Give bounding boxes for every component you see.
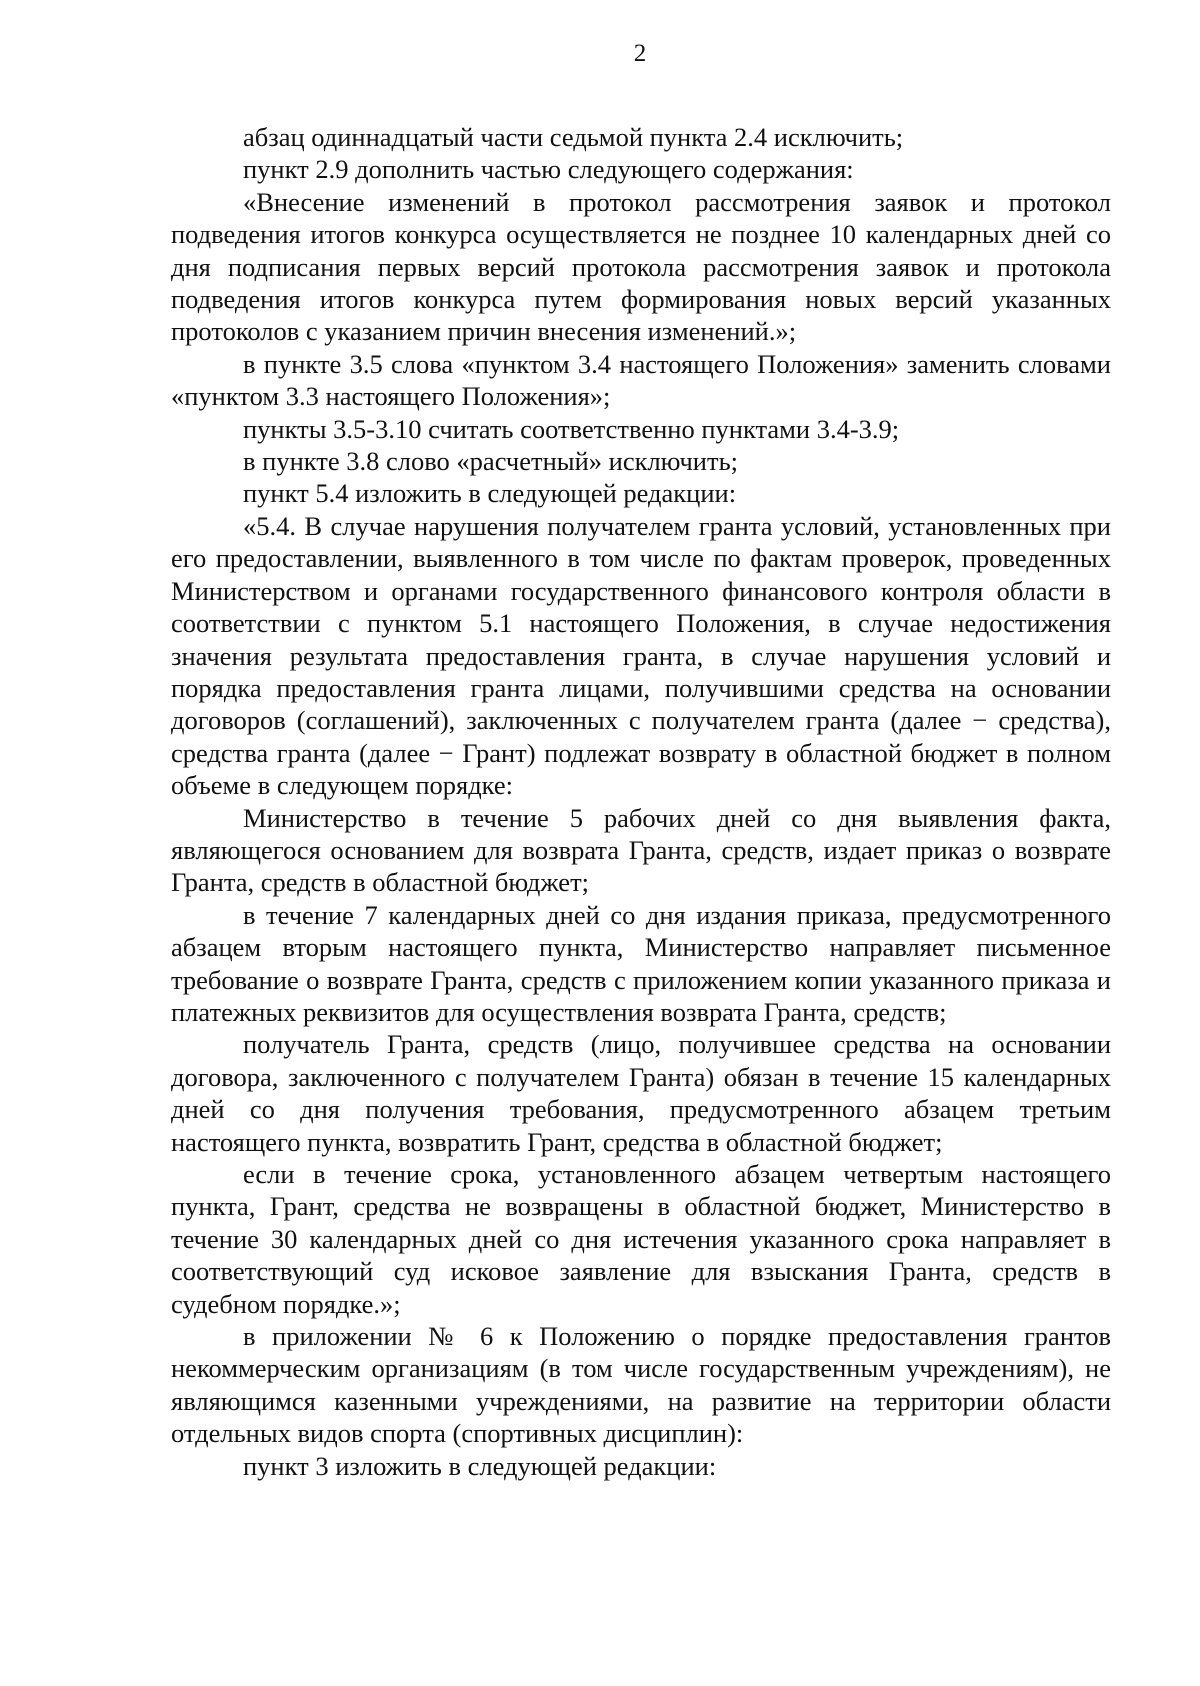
paragraph-item-5-4: «5.4. В случае нарушения получателем гранта условий, установленных при его предоставлении, выявленного в том числе по фактам проверок, проведенных Министерством и органами государственного финансового контроля области в соответствии с пунктом 5.1 настоящего Положения, в случае недостижения значения результата предоставления гранта, в случае нарушения условий и порядка предоставления гранта лицами, получившими средства на основании договоров (соглашений), заключенных с получателем гранта (далее − средства), средства гранта (далее − Грант) подлежат возврату в областной бюджет в полном объеме в следующем порядке: [171,510,1111,801]
paragraph-recipient-return: получатель Гранта, средств (лицо, получившее средства на основании договора, заключенного с получателем Гранта) обязан в течение 15 календарных дней со дня получения требования, предусмотренного абзацем третьим настоящего пункта, возвратить Грант, средства в областной бюджет; [171,1029,1111,1157]
paragraph-ministry-order: Министерство в течение 5 рабочих дней со дня выявления факта, являющегося основанием для возврата Гранта, средств, издает приказ о возврате Гранта, средств в областной бюджет; [171,802,1111,898]
paragraph-exclude-2-4: абзац одиннадцатый части седьмой пункта 2.4 исключить; [243,122,904,152]
paragraph-restate-item-3: пункт 3 изложить в следующей редакции: [243,1450,717,1481]
paragraph-supplement-2-9: пункт 2.9 дополнить частью следующего содержания: [243,154,854,185]
paragraph-protocol-changes: «Внесение изменений в протокол рассмотрения заявок и протокол подведения итогов конкурса осуществляется не позднее 10 календарных дней со дня подписания первых версий протокола рассмотрения заявок и протокола подведения итогов конкурса путем формирования новых версий указанных протоколов с указанием причин внесения изменений.»; [171,186,1111,347]
paragraph-appendix-6: в приложении № 6 к Положению о порядке предоставления грантов некоммерческим организациям (в том числе государственным учреждениям), не являющимся казенными учреждениями, на развитие на территории области отдельных видов спорта (спортивных дисциплин): [171,1321,1111,1449]
paragraph-court-claim: если в течение срока, установленного абзацем четвертым настоящего пункта, Грант, средства не возвращены в областной бюджет, Министерство в течение 30 календарных дней со дня истечения указанного срока направляет в соответствующий суд исковое заявление для взыскания Гранта, средств в судебном порядке.»; [171,1159,1111,1319]
paragraph-replace-3-5: в пункте 3.5 слова «пунктом 3.4 настоящего Положения» заменить словами «пунктом 3.3 настоящего Положения»; [171,348,1111,412]
paragraph-exclude-word-3-8: в пункте 3.8 слово «расчетный» исключить; [243,446,739,477]
page-number: 2 [633,40,647,67]
document-body [171,121,1111,1482]
paragraph-renumber-3-5-3-10: пункты 3.5-3.10 считать соответственно пунктами 3.4-3.9; [243,413,900,444]
paragraph-restate-5-4: пункт 5.4 изложить в следующей редакции: [243,478,737,509]
paragraph-written-demand: в течение 7 календарных дней со дня издания приказа, предусмотренного абзацем вторым настоящего пункта, Министерство направляет письменное требование о возврате Гранта, средств с приложением копии указанного приказа и платежных реквизитов для осуществления возврата Гранта, средств; [171,899,1111,1027]
